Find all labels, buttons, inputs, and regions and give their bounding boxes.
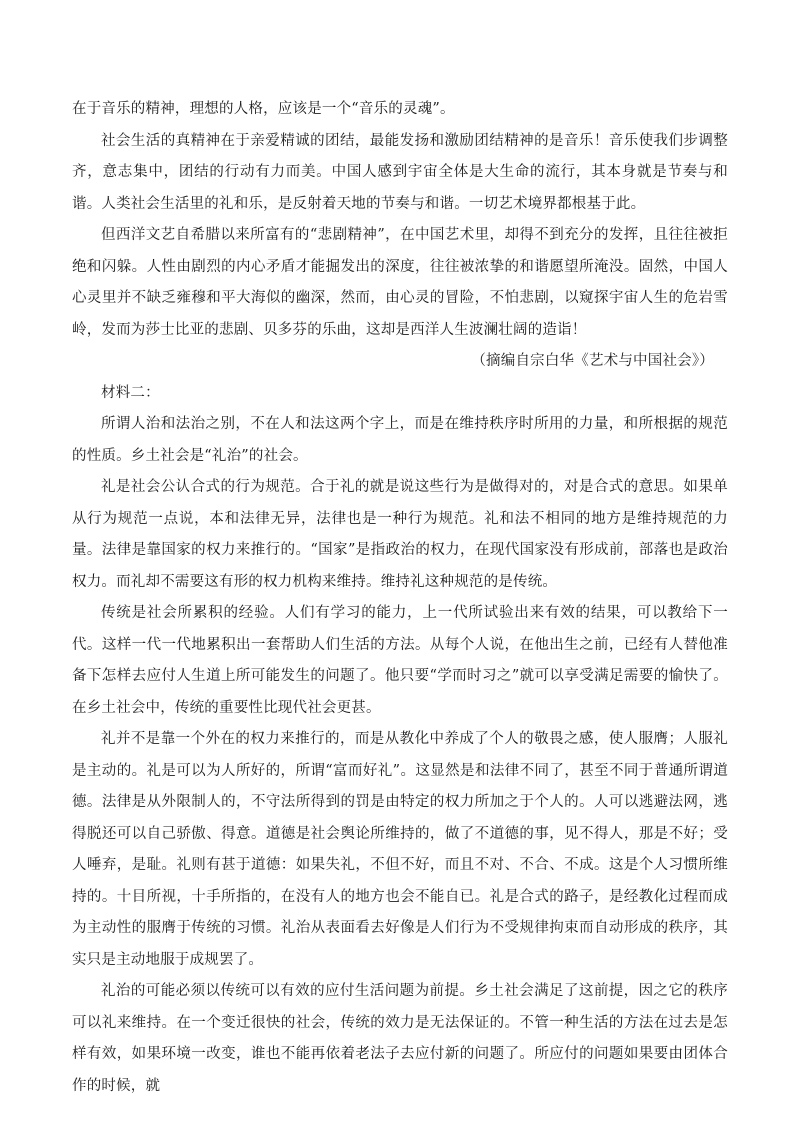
paragraph-2: 社会生活的真精神在于亲爱精诚的团结，最能发扬和激励团结精神的是音乐！音乐使我们步调整齐，意志集中，团结的行动有力而美。中国人感到宇宙全体是大生命的流行，其本身就是节奏与和谐。人类社会生活里的礼和乐，是反射着天地的节奏与和谐。一切艺术境界都根基于此。 xyxy=(72,132,728,212)
paragraph-1: 在于音乐的精神，理想的人格，应该是一个“音乐的灵魂”。 xyxy=(72,101,455,117)
paragraph-5: 礼是社会公认合式的行为规范。合于礼的就是说这些行为是做得对的，对是合式的意思。如果单从行为规范一点说，本和法律无异，法律也是一种行为规范。礼和法不相同的地方是维持规范的力量。法律是靠国家的权力来推行的。“国家”是指政治的权力，在现代国家没有形成前，部落也是政治权力。而礼却不需要这有形的权力机构来维持。维持礼这种规范的是传统。 xyxy=(72,479,728,590)
paragraph-8: 礼治的可能必须以传统可以有效的应付生活问题为前提。乡土社会满足了这前提，因之它的秩序可以礼来维持。在一个变迁很快的社会，传统的效力是无法保证的。不管一种生活的方法在过去是怎样有效，如果环境一改变，谁也不能再依着老法子去应付新的问题了。所应付的问题如果要由团体合作的时候，就 xyxy=(72,983,728,1094)
material-heading: 材料二： xyxy=(101,384,160,401)
paragraph-7: 礼并不是靠一个外在的权力来推行的，而是从教化中养成了个人的敬畏之感，使人服膺；人服礼是主动的。礼是可以为人所好的，所谓“富而好礼”。这显然是和法律不同了，甚至不同于普通所谓道德。法律是从外限制人的，不守法所得到的罚是由特定的权力所加之于个人的。人可以逃避法网，逃得脱还可以自己骄傲、得意。道德是社会舆论所维持的，做了不道德的事，见不得人，那是不好；受人唾弃，是耻。礼则有甚于道德：如果失礼，不但不好，而且不对、不合、不成。这是个人习惯所维持的。十目所视，十手所指的，在没有人的地方也会不能自已。礼是合式的路子，是经教化过程而成为主动性的服膺于传统的习惯。礼治从表面看去好像是人们行为不受规律拘束而自动形成的秩序，其实只是主动地服于成规罢了。 xyxy=(72,731,728,968)
paragraph-4: 所谓人治和法治之别，不在人和法这两个字上，而是在维持秩序时所用的力量，和所根据的规范的性质。乡土社会是“礼治”的社会。 xyxy=(72,416,728,464)
document-page xyxy=(72,94,728,1102)
paragraph-3: 但西洋文艺自希腊以来所富有的“悲剧精神”，在中国艺术里，却得不到充分的发挥，且往往被拒绝和闪躲。人性由剧烈的内心矛盾才能掘发出的深度，往往被浓挚的和谐愿望所淹没。固然，中国人心灵里并不缺乏雍穆和平大海似的幽深，然而，由心灵的冒险，不怕悲剧，以窥探宇宙人生的危岩雪岭，发而为莎士比亚的悲剧、贝多芬的乐曲，这却是西洋人生波澜壮阔的造诣！ xyxy=(72,227,728,338)
source-citation: （摘编自宗白华《艺术与中国社会》） xyxy=(471,353,714,369)
paragraph-6: 传统是社会所累积的经验。人们有学习的能力，上一代所试验出来有效的结果，可以教给下一代。这样一代一代地累积出一套帮助人们生活的方法。从每个人说，在他出生之前，已经有人替他准备下怎样去应付人生道上所可能发生的问题了。他只要“学而时习之”就可以享受满足需要的愉快了。在乡土社会中，传统的重要性比现代社会更甚。 xyxy=(72,605,728,716)
